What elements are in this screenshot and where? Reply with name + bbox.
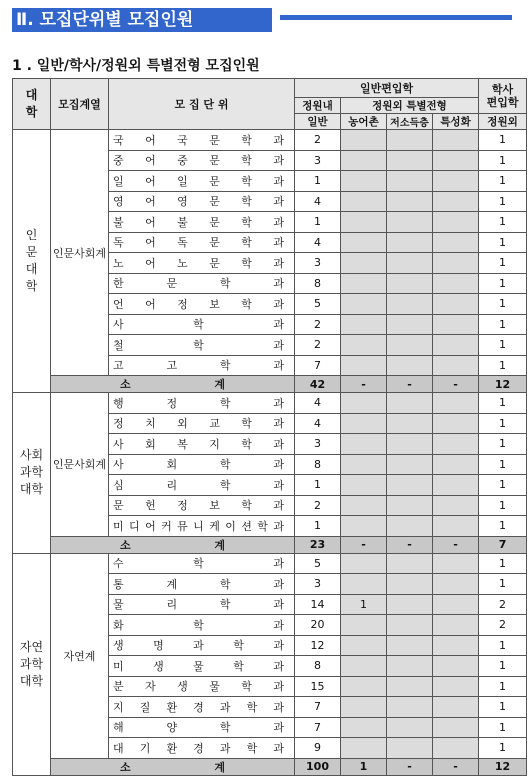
bachelor-cell: 1 — [479, 253, 527, 274]
subtotal-row — [13, 758, 527, 775]
low-income-cell — [387, 314, 433, 335]
low-income-cell — [387, 393, 433, 414]
dept-name: 정 치 외 교 학 과 — [113, 417, 284, 431]
low-income-cell — [387, 273, 433, 294]
bachelor-cell: 1 — [479, 314, 527, 335]
header-bachelor-transfer: 학사 편입학 — [479, 79, 527, 114]
farming-cell — [341, 294, 387, 315]
dept-name: 미 디 어 커 뮤 니 케 이 션 학 과 — [113, 519, 284, 533]
special-school-cell — [433, 434, 479, 455]
special-school-cell — [433, 738, 479, 759]
special-school-cell — [433, 335, 479, 356]
dept-name: 철 학 과 — [113, 338, 284, 352]
subtotal-general: 100 — [295, 758, 341, 775]
dept-cell — [109, 253, 295, 274]
low-income-cell — [387, 150, 433, 171]
special-school-cell — [433, 294, 479, 315]
farming-cell — [341, 314, 387, 335]
subtotal-general: 23 — [295, 536, 341, 553]
low-income-cell — [387, 553, 433, 574]
low-income-cell — [387, 454, 433, 475]
low-income-cell — [387, 475, 433, 496]
bachelor-cell: 1 — [479, 553, 527, 574]
general-cell: 8 — [295, 273, 341, 294]
dept-name: 지 질 환 경 과 학 과 — [113, 700, 284, 714]
farming-cell — [341, 656, 387, 677]
bachelor-cell: 1 — [479, 150, 527, 171]
general-cell: 7 — [295, 355, 341, 376]
dept-name: 국 어 국 문 학 과 — [113, 133, 284, 147]
dept-cell — [109, 615, 295, 636]
special-school-cell — [433, 495, 479, 516]
dept-cell — [109, 171, 295, 192]
special-school-cell — [433, 697, 479, 718]
farming-cell — [341, 475, 387, 496]
college-cell: 사회 과학 대학 — [13, 393, 51, 554]
farming-cell — [341, 273, 387, 294]
low-income-cell — [387, 635, 433, 656]
farming-cell — [341, 335, 387, 356]
general-cell: 4 — [295, 393, 341, 414]
general-cell: 1 — [295, 171, 341, 192]
low-income-cell — [387, 516, 433, 537]
farming-cell — [341, 232, 387, 253]
farming-cell — [341, 393, 387, 414]
subtotal-low-income: - — [387, 758, 433, 775]
special-school-cell — [433, 635, 479, 656]
farming-cell — [341, 516, 387, 537]
farming-cell — [341, 150, 387, 171]
dept-cell — [109, 697, 295, 718]
dept-name: 분 자 생 물 학 과 — [113, 680, 284, 694]
dept-name: 화 학 과 — [113, 618, 284, 632]
bachelor-cell: 1 — [479, 434, 527, 455]
subtotal-special: - — [433, 376, 479, 393]
special-school-cell — [433, 273, 479, 294]
dept-name: 노 어 노 문 학 과 — [113, 256, 284, 270]
bachelor-cell: 1 — [479, 676, 527, 697]
subtotal-general: 42 — [295, 376, 341, 393]
dept-cell — [109, 232, 295, 253]
bachelor-cell: 1 — [479, 475, 527, 496]
table-row — [13, 130, 527, 151]
dept-name: 언 어 정 보 학 과 — [113, 297, 284, 311]
subtotal-bachelor: 12 — [479, 376, 527, 393]
dept-cell — [109, 475, 295, 496]
low-income-cell — [387, 355, 433, 376]
subtotal-bachelor: 7 — [479, 536, 527, 553]
dept-name: 사 회 학 과 — [113, 458, 284, 472]
subtotal-special: - — [433, 536, 479, 553]
general-cell: 8 — [295, 656, 341, 677]
bachelor-cell: 1 — [479, 355, 527, 376]
farming-cell — [341, 253, 387, 274]
bachelor-cell: 1 — [479, 495, 527, 516]
bachelor-cell: 2 — [479, 594, 527, 615]
dept-name: 한 문 학 과 — [113, 277, 284, 291]
table-row — [13, 553, 527, 574]
dept-cell — [109, 738, 295, 759]
farming-cell — [341, 635, 387, 656]
special-school-cell — [433, 393, 479, 414]
dept-name: 대 기 환 경 과 학 과 — [113, 741, 284, 755]
farming-cell — [341, 738, 387, 759]
admission-quota-table — [12, 78, 527, 776]
category-cell: 인문사회계 — [51, 130, 109, 376]
dept-cell — [109, 335, 295, 356]
special-school-cell — [433, 314, 479, 335]
farming-cell — [341, 191, 387, 212]
category-cell: 자연계 — [51, 553, 109, 758]
subtotal-label: 소 계 — [51, 758, 295, 775]
subtotal-row — [13, 376, 527, 393]
dept-cell — [109, 717, 295, 738]
general-cell: 3 — [295, 574, 341, 595]
header-out-quota: 정원외 — [479, 114, 527, 130]
farming-cell — [341, 413, 387, 434]
farming-cell — [341, 130, 387, 151]
general-cell: 1 — [295, 475, 341, 496]
low-income-cell — [387, 191, 433, 212]
low-income-cell — [387, 738, 433, 759]
dept-cell — [109, 393, 295, 414]
dept-name: 독 어 독 문 학 과 — [113, 236, 284, 250]
farming-cell — [341, 212, 387, 233]
subtotal-farming: 1 — [341, 758, 387, 775]
dept-cell — [109, 454, 295, 475]
general-cell: 2 — [295, 314, 341, 335]
special-school-cell — [433, 475, 479, 496]
bachelor-cell: 1 — [479, 697, 527, 718]
low-income-cell — [387, 212, 433, 233]
dept-name: 생 명 과 학 과 — [113, 639, 284, 653]
low-income-cell — [387, 253, 433, 274]
special-school-cell — [433, 516, 479, 537]
dept-cell — [109, 553, 295, 574]
dept-cell — [109, 413, 295, 434]
subtotal-farming: - — [341, 376, 387, 393]
special-school-cell — [433, 454, 479, 475]
dept-cell — [109, 294, 295, 315]
subtotal-label: 소 계 — [51, 376, 295, 393]
low-income-cell — [387, 171, 433, 192]
low-income-cell — [387, 434, 433, 455]
general-cell: 20 — [295, 615, 341, 636]
low-income-cell — [387, 656, 433, 677]
header-college: 대 학 — [13, 79, 51, 130]
dept-name: 미 생 물 학 과 — [113, 659, 284, 673]
bachelor-cell: 1 — [479, 574, 527, 595]
bachelor-cell: 2 — [479, 615, 527, 636]
farming-cell — [341, 553, 387, 574]
bachelor-cell: 1 — [479, 171, 527, 192]
bachelor-cell: 1 — [479, 454, 527, 475]
header-out-quota-special: 정원외 특별전형 — [341, 98, 479, 114]
table-title: 1 . 일반/학사/정원외 특별전형 모집인원 — [12, 58, 260, 74]
low-income-cell — [387, 594, 433, 615]
special-school-cell — [433, 212, 479, 233]
dept-cell — [109, 314, 295, 335]
subtotal-label: 소 계 — [51, 536, 295, 553]
bachelor-cell: 1 — [479, 635, 527, 656]
general-cell: 5 — [295, 294, 341, 315]
dept-cell — [109, 516, 295, 537]
subtotal-special: - — [433, 758, 479, 775]
dept-cell — [109, 594, 295, 615]
dept-name: 심 리 학 과 — [113, 478, 284, 492]
bachelor-cell: 1 — [479, 212, 527, 233]
special-school-cell — [433, 232, 479, 253]
subtotal-low-income: - — [387, 376, 433, 393]
special-school-cell — [433, 594, 479, 615]
farming-cell — [341, 697, 387, 718]
general-cell: 7 — [295, 717, 341, 738]
category-cell: 인문사회계 — [51, 393, 109, 537]
low-income-cell — [387, 413, 433, 434]
low-income-cell — [387, 335, 433, 356]
header-in-quota: 정원내 — [295, 98, 341, 114]
dept-cell — [109, 130, 295, 151]
special-school-cell — [433, 656, 479, 677]
general-cell: 4 — [295, 413, 341, 434]
low-income-cell — [387, 717, 433, 738]
general-cell: 3 — [295, 253, 341, 274]
header-farming: 농어촌 — [341, 114, 387, 130]
farming-cell — [341, 717, 387, 738]
special-school-cell — [433, 574, 479, 595]
dept-name: 영 어 영 문 학 과 — [113, 195, 284, 209]
general-cell: 3 — [295, 434, 341, 455]
special-school-cell — [433, 553, 479, 574]
low-income-cell — [387, 495, 433, 516]
special-school-cell — [433, 717, 479, 738]
dept-name: 사 학 과 — [113, 318, 284, 332]
general-cell: 7 — [295, 697, 341, 718]
bachelor-cell: 1 — [479, 393, 527, 414]
general-cell: 2 — [295, 130, 341, 151]
bachelor-cell: 1 — [479, 717, 527, 738]
general-cell: 4 — [295, 191, 341, 212]
general-cell: 12 — [295, 635, 341, 656]
bachelor-cell: 1 — [479, 738, 527, 759]
farming-cell — [341, 615, 387, 636]
header-general-transfer: 일반편입학 — [295, 79, 479, 98]
farming-cell — [341, 495, 387, 516]
low-income-cell — [387, 615, 433, 636]
dept-cell — [109, 355, 295, 376]
dept-name: 수 학 과 — [113, 557, 284, 571]
subtotal-farming: - — [341, 536, 387, 553]
dept-cell — [109, 676, 295, 697]
special-school-cell — [433, 150, 479, 171]
farming-cell — [341, 676, 387, 697]
subtotal-row — [13, 536, 527, 553]
subtotal-bachelor: 12 — [479, 758, 527, 775]
special-school-cell — [433, 615, 479, 636]
dept-name: 고 고 학 과 — [113, 359, 284, 373]
dept-cell — [109, 574, 295, 595]
header-unit: 모 집 단 위 — [109, 79, 295, 130]
table-row — [13, 393, 527, 414]
bachelor-cell: 1 — [479, 273, 527, 294]
general-cell: 8 — [295, 454, 341, 475]
farming-cell — [341, 574, 387, 595]
general-cell: 9 — [295, 738, 341, 759]
bachelor-cell: 1 — [479, 656, 527, 677]
low-income-cell — [387, 294, 433, 315]
dept-cell — [109, 191, 295, 212]
special-school-cell — [433, 676, 479, 697]
special-school-cell — [433, 355, 479, 376]
special-school-cell — [433, 413, 479, 434]
dept-name: 불 어 불 문 학 과 — [113, 215, 284, 229]
bachelor-cell: 1 — [479, 413, 527, 434]
low-income-cell — [387, 130, 433, 151]
farming-cell — [341, 171, 387, 192]
general-cell: 14 — [295, 594, 341, 615]
dept-name: 통 계 학 과 — [113, 577, 284, 591]
dept-name: 물 리 학 과 — [113, 598, 284, 612]
farming-cell — [341, 355, 387, 376]
farming-cell: 1 — [341, 594, 387, 615]
bachelor-cell: 1 — [479, 516, 527, 537]
dept-cell — [109, 656, 295, 677]
general-cell: 2 — [295, 335, 341, 356]
bachelor-cell: 1 — [479, 294, 527, 315]
general-cell: 15 — [295, 676, 341, 697]
general-cell: 5 — [295, 553, 341, 574]
header-general: 일반 — [295, 114, 341, 130]
farming-cell — [341, 434, 387, 455]
dept-name: 사 회 복 지 학 과 — [113, 437, 284, 451]
general-cell: 3 — [295, 150, 341, 171]
bachelor-cell: 1 — [479, 232, 527, 253]
college-cell: 인 문 대 학 — [13, 130, 51, 393]
dept-cell — [109, 212, 295, 233]
special-school-cell — [433, 171, 479, 192]
low-income-cell — [387, 676, 433, 697]
dept-cell — [109, 495, 295, 516]
dept-name: 행 정 학 과 — [113, 396, 284, 410]
bachelor-cell: 1 — [479, 130, 527, 151]
general-cell: 2 — [295, 495, 341, 516]
general-cell: 4 — [295, 232, 341, 253]
dept-cell — [109, 434, 295, 455]
farming-cell — [341, 454, 387, 475]
dept-name: 문 헌 정 보 학 과 — [113, 499, 284, 513]
subtotal-low-income: - — [387, 536, 433, 553]
dept-name: 중 어 중 문 학 과 — [113, 154, 284, 168]
low-income-cell — [387, 574, 433, 595]
college-cell: 자연 과학 대학 — [13, 553, 51, 775]
low-income-cell — [387, 232, 433, 253]
general-cell: 1 — [295, 516, 341, 537]
dept-cell — [109, 635, 295, 656]
dept-name: 해 양 학 과 — [113, 721, 284, 735]
bachelor-cell: 1 — [479, 335, 527, 356]
section-title: Ⅱ. 모집단위별 모집인원 — [12, 8, 272, 32]
low-income-cell — [387, 697, 433, 718]
special-school-cell — [433, 191, 479, 212]
header-low-income: 저소득층 — [387, 114, 433, 130]
bachelor-cell: 1 — [479, 191, 527, 212]
special-school-cell — [433, 130, 479, 151]
dept-cell — [109, 150, 295, 171]
header-category: 모집계열 — [51, 79, 109, 130]
header-special-school: 특성화 — [433, 114, 479, 130]
dept-name: 일 어 일 문 학 과 — [113, 174, 284, 188]
section-title-rule — [280, 15, 512, 20]
general-cell: 1 — [295, 212, 341, 233]
special-school-cell — [433, 253, 479, 274]
dept-cell — [109, 273, 295, 294]
